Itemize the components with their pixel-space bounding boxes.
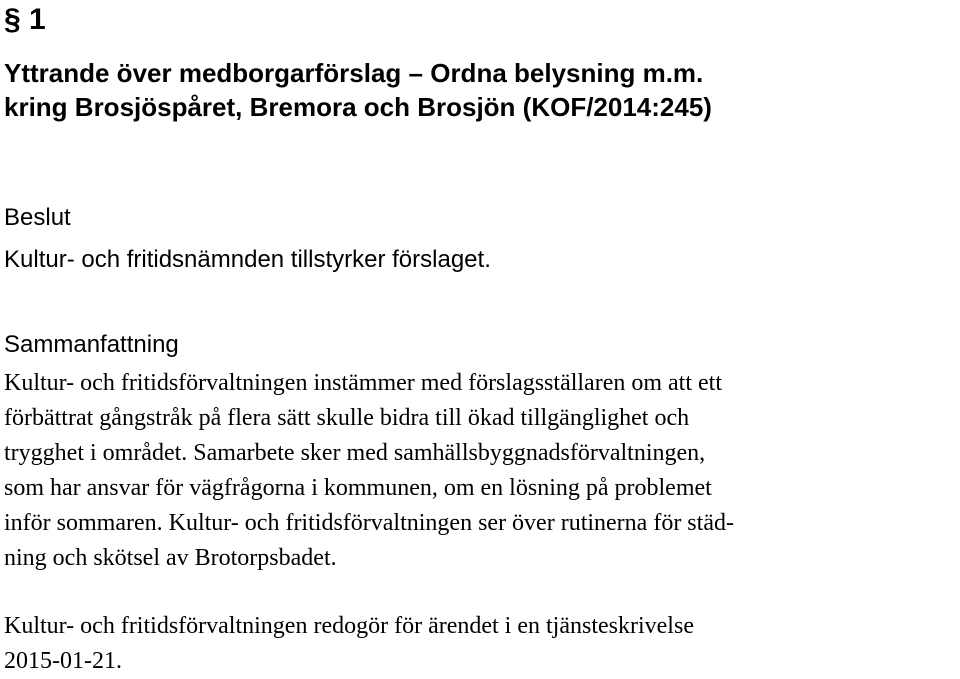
document-title <box>4 56 712 124</box>
title-line-1: Yttrande över medborgarförslag – Ordna belysning m.m. <box>4 58 704 88</box>
paragraph-line: inför sommaren. Kultur- och fritidsförvaltningen ser över rutinerna för städ- <box>4 510 734 536</box>
sammanfattning-paragraph-1 <box>4 366 956 576</box>
beslut-text: Kultur- och fritidsnämnden tillstyrker förslaget. <box>4 246 491 273</box>
paragraph-line: 2015-01-21. <box>4 648 122 674</box>
paragraph-line: Kultur- och fritidsförvaltningen redogör för ärendet i en tjänsteskrivelse <box>4 613 694 639</box>
paragraph-line: som har ansvar för vägfrågorna i kommunen, om en lösning på problemet <box>4 475 712 501</box>
paragraph-line: Kultur- och fritidsförvaltningen instämmer med förslagsställaren om att ett <box>4 370 722 396</box>
section-number: § 1 <box>4 3 46 36</box>
sammanfattning-paragraph-2 <box>4 609 956 679</box>
paragraph-line: ning och skötsel av Brotorpsbadet. <box>4 545 337 571</box>
title-line-2: kring Brosjöspåret, Bremora och Brosjön (KOF/2014:245) <box>4 92 712 122</box>
beslut-heading: Beslut <box>4 204 71 231</box>
paragraph-line: förbättrat gångstråk på flera sätt skulle bidra till ökad tillgänglighet och <box>4 405 690 431</box>
sammanfattning-heading: Sammanfattning <box>4 331 179 358</box>
paragraph-line: trygghet i området. Samarbete sker med samhällsbyggnadsförvaltningen, <box>4 440 706 466</box>
